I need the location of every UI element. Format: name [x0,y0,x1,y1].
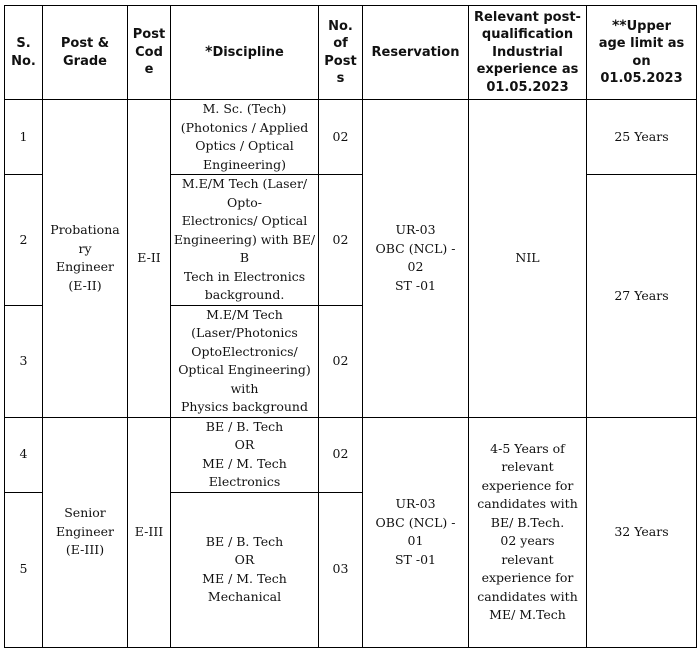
header-age-limit: **Upper age limit as on 01.05.2023 [587,6,697,100]
cell-discipline: M.E/M Tech (Laser/Photonics OptoElectronics/ Optical Engineering) with Physics background [171,305,319,417]
recruitment-table [4,5,697,648]
cell-age-limit: 27 Years [587,175,697,418]
cell-posts: 02 [319,305,363,417]
cell-posts: 03 [319,492,363,647]
cell-discipline: M. Sc. (Tech) (Photonics / Applied Optics / Optical Engineering) [171,100,319,175]
header-no-posts: No. of Post s [319,6,363,100]
cell-reservation: UR-03 OBC (NCL) - 01 ST -01 [363,417,469,647]
cell-post-grade: Probationa ry Engineer (E-II) [43,100,128,418]
table-row [5,417,697,492]
header-discipline: *Discipline [171,6,319,100]
cell-post-code: E-II [128,100,171,418]
header-sno: S. No. [5,6,43,100]
cell-discipline: BE / B. Tech OR ME / M. Tech Electronics [171,417,319,492]
cell-experience: NIL [469,100,587,418]
cell-posts: 02 [319,175,363,306]
cell-discipline: M.E/M Tech (Laser/ Opto- Electronics/ Optical Engineering) with BE/ B Tech in Electronics background. [171,175,319,306]
cell-post-code: E-III [128,417,171,647]
cell-sno: 3 [5,305,43,417]
cell-reservation: UR-03 OBC (NCL) - 02 ST -01 [363,100,469,418]
table-row [5,100,697,175]
cell-post-grade: Senior Engineer (E-III) [43,417,128,647]
cell-sno: 5 [5,492,43,647]
cell-discipline: BE / B. Tech OR ME / M. Tech Mechanical [171,492,319,647]
header-post-grade: Post & Grade [43,6,128,100]
cell-posts: 02 [319,417,363,492]
header-experience: Relevant post- qualification Industrial experience as 01.05.2023 [469,6,587,100]
header-row [5,6,697,100]
cell-age-limit: 25 Years [587,100,697,175]
cell-experience: 4-5 Years of relevant experience for candidates with BE/ B.Tech. 02 years relevant experience for candidates with ME/ M.Tech [469,417,587,647]
header-reservation: Reservation [363,6,469,100]
cell-sno: 4 [5,417,43,492]
cell-sno: 2 [5,175,43,306]
cell-posts: 02 [319,100,363,175]
header-post-code: Post Cod e [128,6,171,100]
cell-age-limit: 32 Years [587,417,697,647]
cell-sno: 1 [5,100,43,175]
